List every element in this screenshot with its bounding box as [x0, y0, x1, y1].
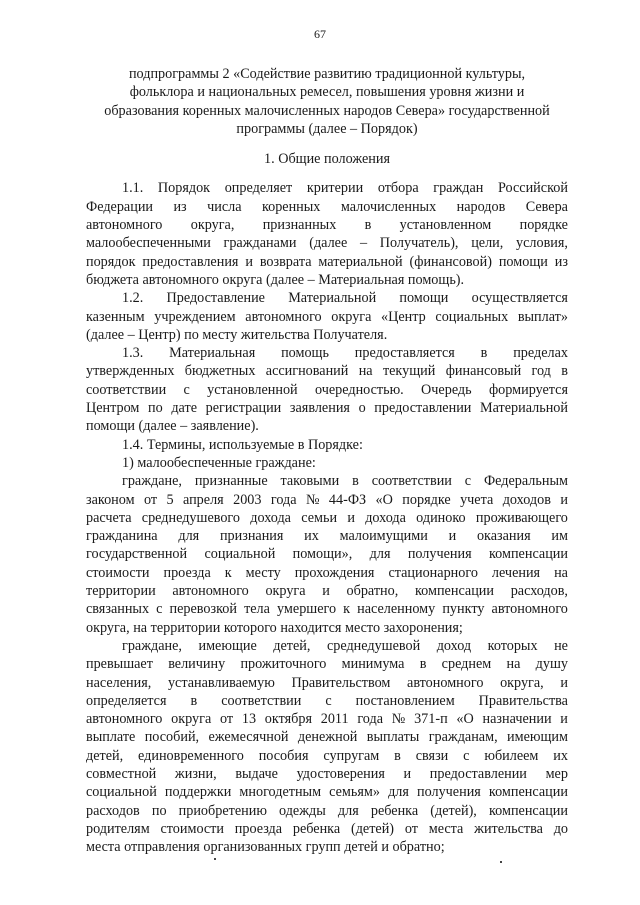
text-line: расчета среднедушевого дохода семьи и дохода одиноко проживающего — [86, 509, 568, 526]
text-line: определяется в соответствии с постановлением Правительства — [86, 692, 568, 709]
title-line: фольклора и национальных ремесел, повышения уровня жизни и — [129, 84, 525, 101]
text-line: родителям стоимости проезда ребенка (детей) от места жительства до — [86, 820, 568, 837]
text-line: автономного округа от 13 октября 2011 года № 371-п «О назначении и — [86, 711, 568, 728]
document-body — [86, 65, 568, 856]
paragraph — [86, 179, 568, 289]
scan-speck — [214, 858, 216, 860]
text-line: 1.4. Термины, используемые в Порядке: — [122, 436, 363, 453]
text-line: малообеспеченными гражданами (далее – Получатель), цели, условия, — [86, 235, 568, 252]
text-line: казенным учреждением автономного округа «Центр социальных выплат» — [86, 308, 568, 325]
document-title — [86, 65, 568, 138]
text-line: государственной социальной помощи», для получения компенсации — [86, 546, 568, 563]
paragraph — [86, 637, 568, 857]
title-line: образования коренных малочисленных народов Севера» государственной — [104, 102, 550, 119]
text-line: автономного округа, признанных в установленном порядке — [86, 217, 568, 234]
paragraph — [86, 472, 568, 637]
text-line: порядок предоставления и возврата материальной (финансовой) помощи из — [86, 253, 568, 270]
text-line: округа, на территории которого находится место захоронения; — [86, 619, 463, 636]
title-line: программы (далее – Порядок) — [236, 120, 418, 137]
text-line: 1.2. Предоставление Материальной помощи осуществляется — [122, 290, 568, 307]
paragraph — [86, 289, 568, 344]
text-line: связанных с перевозкой тела умершего к населенному пункту автономного — [86, 601, 568, 618]
text-line: бюджета автономного округа (далее – Материальная помощь). — [86, 271, 465, 288]
text-line: территории автономного округа и обратно, компенсации расходов, — [86, 583, 568, 600]
text-line: Центром по дате регистрации заявления о предоставлении Материальной — [86, 400, 568, 417]
paragraph — [86, 436, 568, 454]
scan-speck — [500, 861, 502, 863]
section-heading: 1. Общие положения — [264, 151, 390, 168]
text-line: утвержденных бюджетных ассигнований на текущий финансовый год в — [86, 363, 568, 380]
text-line: законом от 5 апреля 2003 года № 44-ФЗ «О порядке учета доходов и — [86, 491, 568, 508]
text-line: населения, устанавливаемую Правительством автономного округа, и — [86, 674, 568, 691]
paragraph — [86, 344, 568, 435]
text-line: 1.1. Порядок определяет критерии отбора граждан Российской — [122, 180, 568, 197]
text-line: граждане, имеющие детей, среднедушевой доход которых не — [122, 637, 568, 654]
text-line: 1) малообеспеченные граждане: — [122, 454, 316, 471]
text-line: соответствии с установленной очередностью. Очередь формируется — [86, 381, 568, 398]
text-line: помощи (далее – заявление). — [86, 418, 259, 435]
text-line: (далее – Центр) по месту жительства Получателя. — [86, 326, 388, 343]
text-line: 1.3. Материальная помощь предоставляется в пределах — [122, 345, 568, 362]
page-number: 67 — [314, 27, 326, 41]
text-line: детей, единовременного пособия супругам в связи с юбилеем их — [86, 747, 568, 764]
paragraph — [86, 454, 568, 472]
text-line: Федерации из числа коренных малочисленных народов Севера — [86, 198, 568, 215]
title-line: подпрограммы 2 «Содействие развитию традиционной культуры, — [128, 66, 526, 82]
text-line: стоимости проезда к месту прохождения стационарного лечения на — [86, 564, 568, 581]
text-line: гражданина для признания их малоимущими и оказания им — [86, 528, 568, 545]
text-line: превышает величину прожиточного минимума в среднем на душу — [86, 656, 568, 673]
text-line: места отправления организованных групп детей и обратно; — [86, 839, 445, 856]
paragraphs — [86, 179, 568, 856]
text-line: совместной жизни, выдаче удостоверения и предоставлении мер — [86, 765, 568, 782]
text-line: граждане, признанные таковыми в соответствии с Федеральным — [122, 473, 568, 490]
text-line: социальной поддержки многодетным семьям» для получения компенсации — [86, 784, 568, 801]
text-line: выплате пособий, ежемесячной денежной выплаты гражданам, имеющим — [86, 729, 568, 746]
text-line: расходов по приобретению одежды для ребенка (детей), компенсации — [86, 802, 568, 819]
